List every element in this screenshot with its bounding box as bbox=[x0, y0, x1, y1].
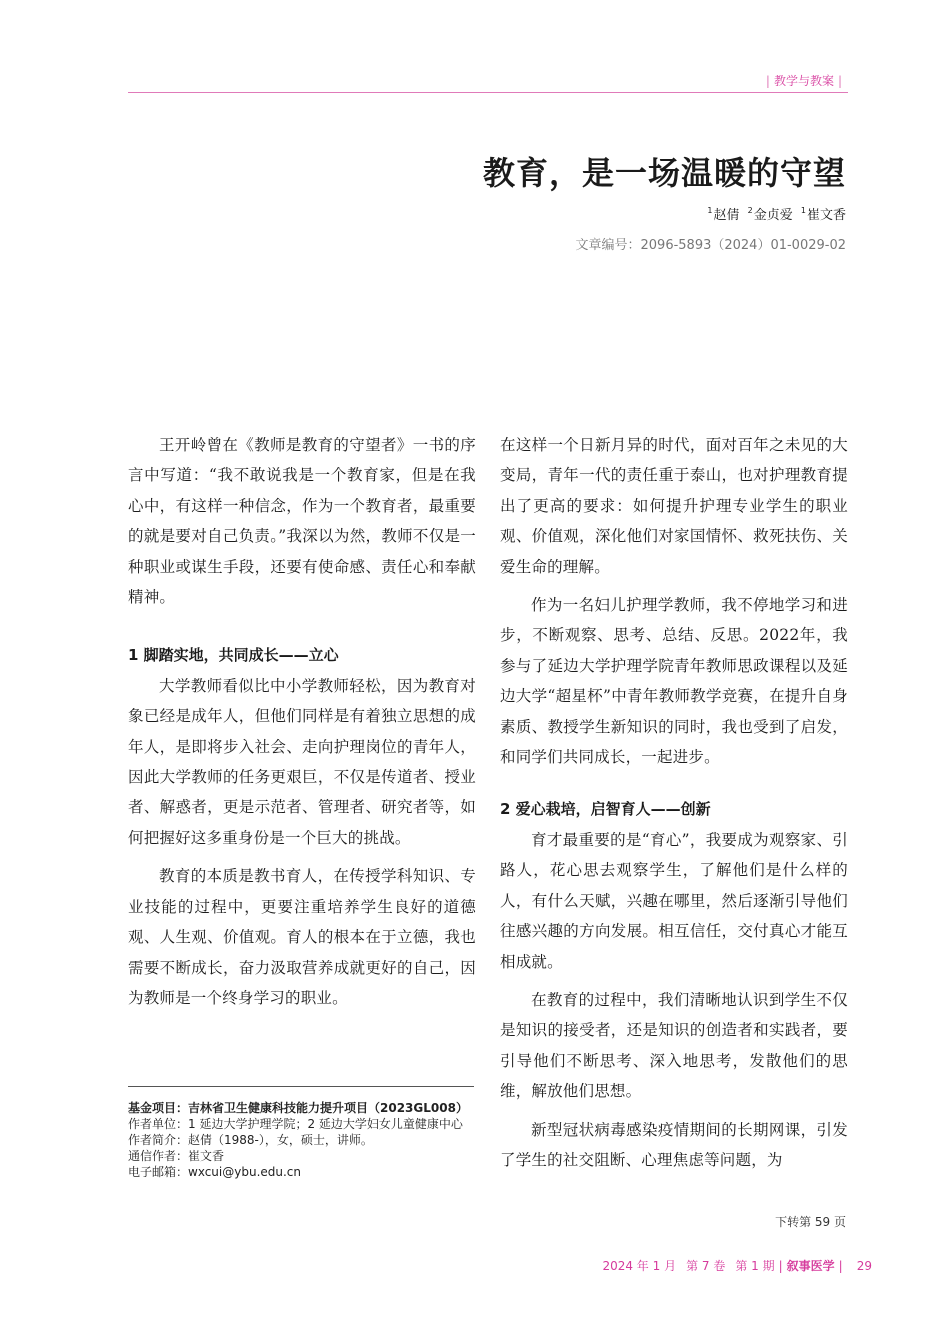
header-rule bbox=[128, 92, 848, 93]
section-1-paragraph-1: 大学教师看似比中小学教师轻松，因为教育对象已经是成年人，但他们同样是有着独立思想的成年人，是即将步入社会、走向护理岗位的青年人，因此大学教师的任务更艰巨，不仅是传道者、授业者、解惑者，更是示范者、管理者、研究者等，如何把握好这多重身份是一个巨大的挑战。 bbox=[128, 676, 476, 847]
page-number: 29 bbox=[856, 1259, 872, 1273]
journal-name: 叙事医学 bbox=[786, 1259, 835, 1273]
author-name: 崔文香 bbox=[806, 208, 846, 223]
author bbox=[801, 208, 846, 223]
section-2-paragraph-1: 育才最重要的是“育心”，我要成为观察家、引路人，花心思去观察学生，了解他们是什么样的人，有什么天赋，兴趣在哪里，然后逐渐引导他们往感兴趣的方向发展。相互信任，交付真心才能互相成就。 bbox=[500, 830, 848, 971]
divider-bar: | bbox=[765, 74, 770, 88]
divider-bar: | bbox=[838, 1259, 843, 1273]
author-affiliation: 作者单位：1 延边大学护理学院；2 延边大学妇女儿童健康中心 bbox=[128, 1117, 463, 1131]
contact-email: 电子邮箱：wxcui@ybu.edu.cn bbox=[128, 1165, 302, 1179]
article-title: 教育，是一场温暖的守望 bbox=[482, 154, 846, 192]
section-2-heading: 2 爱心栽培，启智育人——创新 bbox=[500, 800, 711, 819]
author-affiliation-mark: 2 bbox=[747, 206, 753, 215]
section-label: 教学与教案 bbox=[773, 74, 834, 88]
left-column bbox=[128, 430, 476, 1013]
author bbox=[707, 208, 739, 223]
right-paragraph-2: 作为一名妇儿护理学教师，我不停地学习和进步，不断观察、思考、总结、反思。2022年，我参与了延边大学护理学院青年教师思政课程以及延边大学“超星杯”中青年教师教学竞赛，在提升自身素质、教授学生新知识的同时，我也受到了启发，和同学们共同成长，一起进步。 bbox=[500, 596, 848, 767]
running-head bbox=[762, 72, 846, 89]
footnote-block bbox=[128, 1100, 478, 1180]
page-footer bbox=[602, 1257, 872, 1274]
author-name: 金贞爱 bbox=[753, 208, 793, 223]
volume: 第 7 卷 bbox=[686, 1259, 726, 1273]
divider-bar: | bbox=[837, 74, 842, 88]
author-affiliation-mark: 1 bbox=[800, 206, 806, 215]
section-1-paragraph-2: 教育的本质是教书育人，在传授学科知识、专业技能的过程中，更要注重培养学生良好的道德观、人生观、价值观。育人的根本在于立德，我也需要不断成长，奋力汲取营养成就更好的自己，因为教师是一个终身学习的职业。 bbox=[128, 867, 476, 1007]
right-paragraph-1: 在这样一个日新月异的时代，面对百年之未见的大变局，青年一代的责任重于泰山，也对护理教育提出了更高的要求：如何提升护理专业学生的职业观、价值观，深化他们对家国情怀、救死扶伤、关爱生命的理解。 bbox=[500, 436, 848, 576]
author bbox=[748, 208, 793, 223]
author-name: 赵倩 bbox=[713, 208, 740, 223]
author-affiliation-mark: 1 bbox=[707, 206, 713, 215]
footnote-rule bbox=[128, 1086, 474, 1087]
section-2-paragraph-2: 在教育的过程中，我们清晰地认识到学生不仅是知识的接受者，还是知识的创造者和实践者，要引导他们不断思考、深入地思考，发散他们的思维，解放他们思想。 bbox=[500, 990, 848, 1101]
issue: 第 1 期 bbox=[735, 1259, 775, 1273]
article-number: 文章编号：2096-5893（2024）01-0029-02 bbox=[575, 238, 846, 253]
right-column bbox=[500, 430, 848, 1175]
divider-bar: | bbox=[778, 1259, 783, 1273]
continued-note: 下转第 59 页 bbox=[775, 1215, 846, 1229]
intro-paragraph: 王开岭曾在《教师是教育的守望者》一书的序言中写道：“我不敢说我是一个教育家，但是在我心中，有这样一种信念，作为一个教育者，最重要的就是要对自己负责。”我深以为然，教师不仅是一种职业或谋生手段，还要有使命感、责任心和奉献精神。 bbox=[128, 436, 476, 607]
author-bio: 作者简介：赵倩（1988-），女，硕士，讲师。 bbox=[128, 1133, 373, 1147]
section-1-heading: 1 脚踏实地，共同成长——立心 bbox=[128, 646, 339, 665]
section-2-paragraph-3: 新型冠状病毒感染疫情期间的长期网课，引发了学生的社交阻断、心理焦虑等问题，为 bbox=[500, 1120, 848, 1169]
fund-project: 基金项目：吉林省卫生健康科技能力提升项目（2023GL008） bbox=[128, 1101, 468, 1115]
issue-date: 2024 年 1 月 bbox=[602, 1259, 677, 1273]
corresponding-author: 通信作者：崔文香 bbox=[128, 1149, 225, 1163]
author-list bbox=[703, 204, 846, 223]
